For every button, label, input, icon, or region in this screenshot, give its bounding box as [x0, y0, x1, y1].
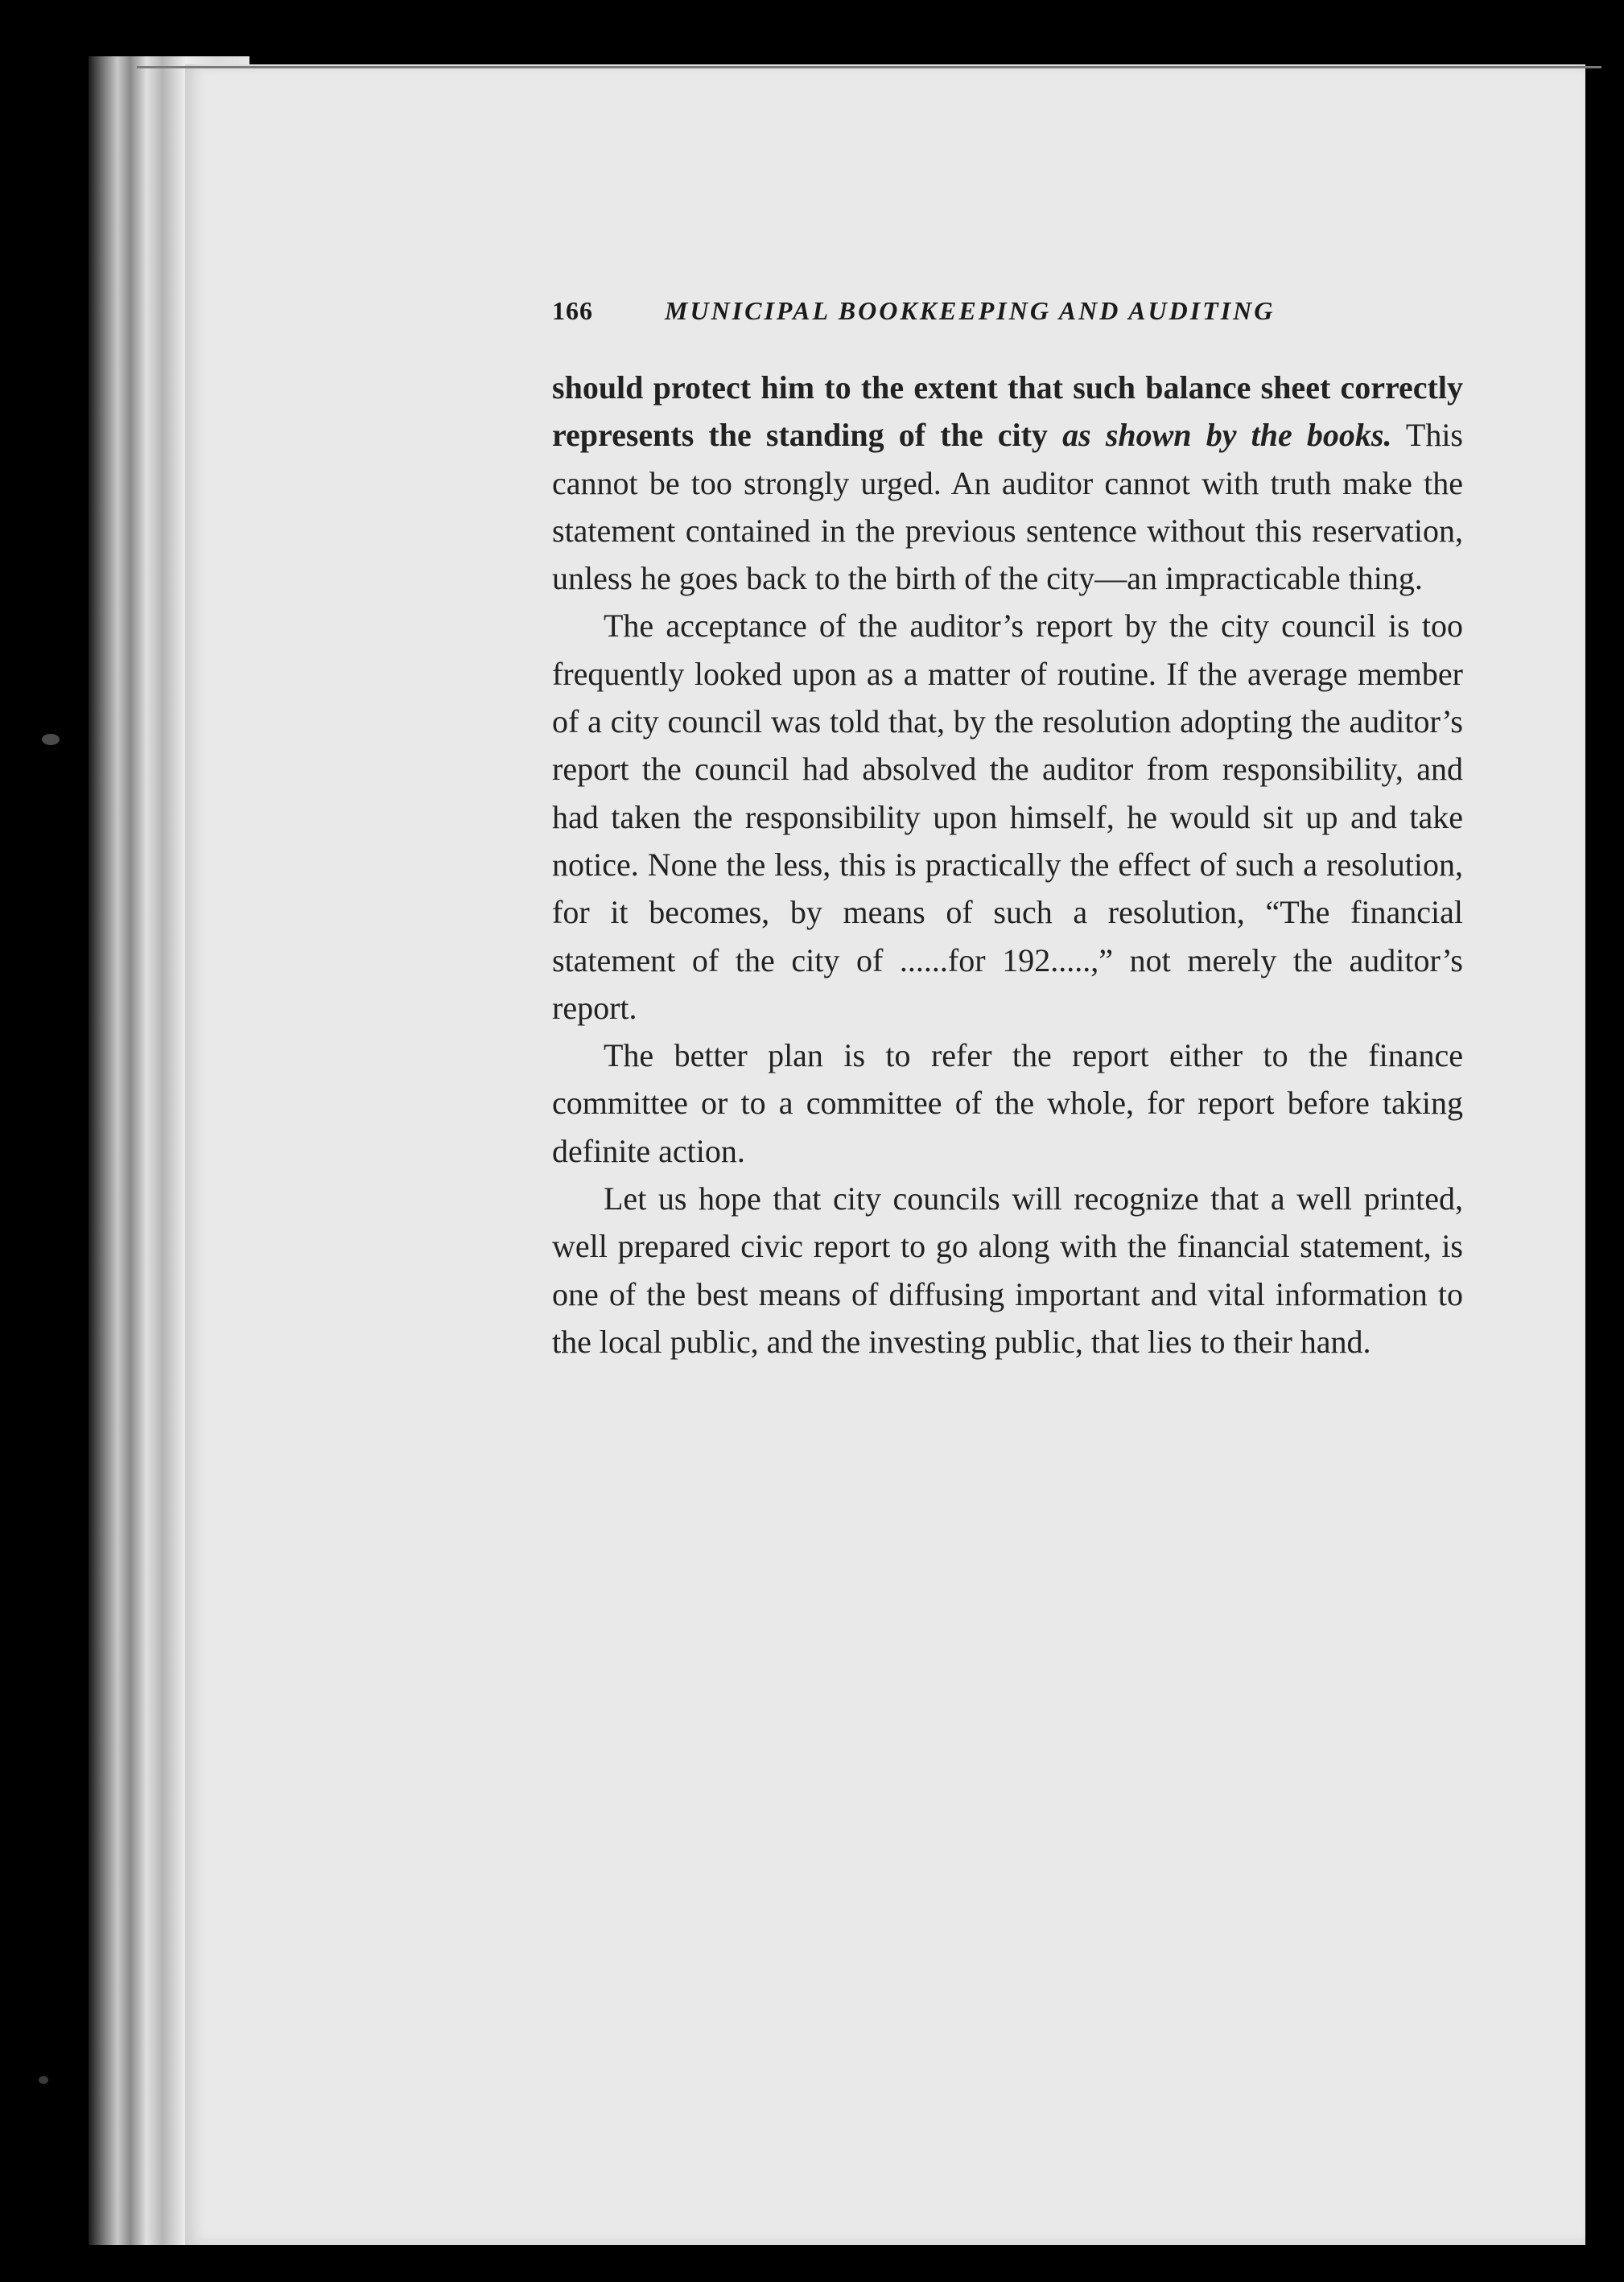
top-page-edge-line: [137, 66, 1601, 68]
paragraph-1-part-3: This cannot be too strongly urged. An auditor cannot with truth make the statement contained in the previous sentence without this reservation, unless he goes back to the birth of the city—an impracticable thing.: [552, 417, 1463, 597]
paragraph-1: [552, 364, 1463, 602]
paragraph-4: Let us hope that city councils will recognize that a well printed, well prepared civic report to go along with the financial statement, is one of the best means of diffusing important and vital information to the local public, and the investing public, that lies to their hand.: [552, 1180, 1463, 1360]
paragraph-2: The acceptance of the auditor’s report by the city council is too frequently looked upon as a matter of routine. If the average member of a city council was told that, by the resolution adopting the auditor’s report the council had absolved the auditor from responsibility, and had taken the responsibility upon himself, he would sit up and take notice. None the less, this is practically the effect of such a resolution, for it becomes, by means of such a resolution, “The financial statement of the city of ......for 192.....,” not merely the auditor’s report.: [552, 608, 1463, 1026]
body-text: [552, 364, 1463, 1365]
paragraph-3: The better plan is to refer the report either to the finance committee or to a committee of the whole, for report before taking definite action.: [552, 1037, 1463, 1169]
paragraph-1-emphasis: as shown by the books.: [1062, 417, 1392, 454]
scan-smudge: [39, 2076, 48, 2084]
scan-smudge: [42, 734, 60, 745]
page-number: 166: [552, 296, 593, 325]
running-title: MUNICIPAL BOOKKEEPING AND AUDITING: [665, 296, 1276, 325]
paragraph-1-part-1: should protect him to the extent that such balance sheet correctly represents the standing of the city: [552, 369, 1463, 454]
running-head: [552, 296, 1357, 333]
